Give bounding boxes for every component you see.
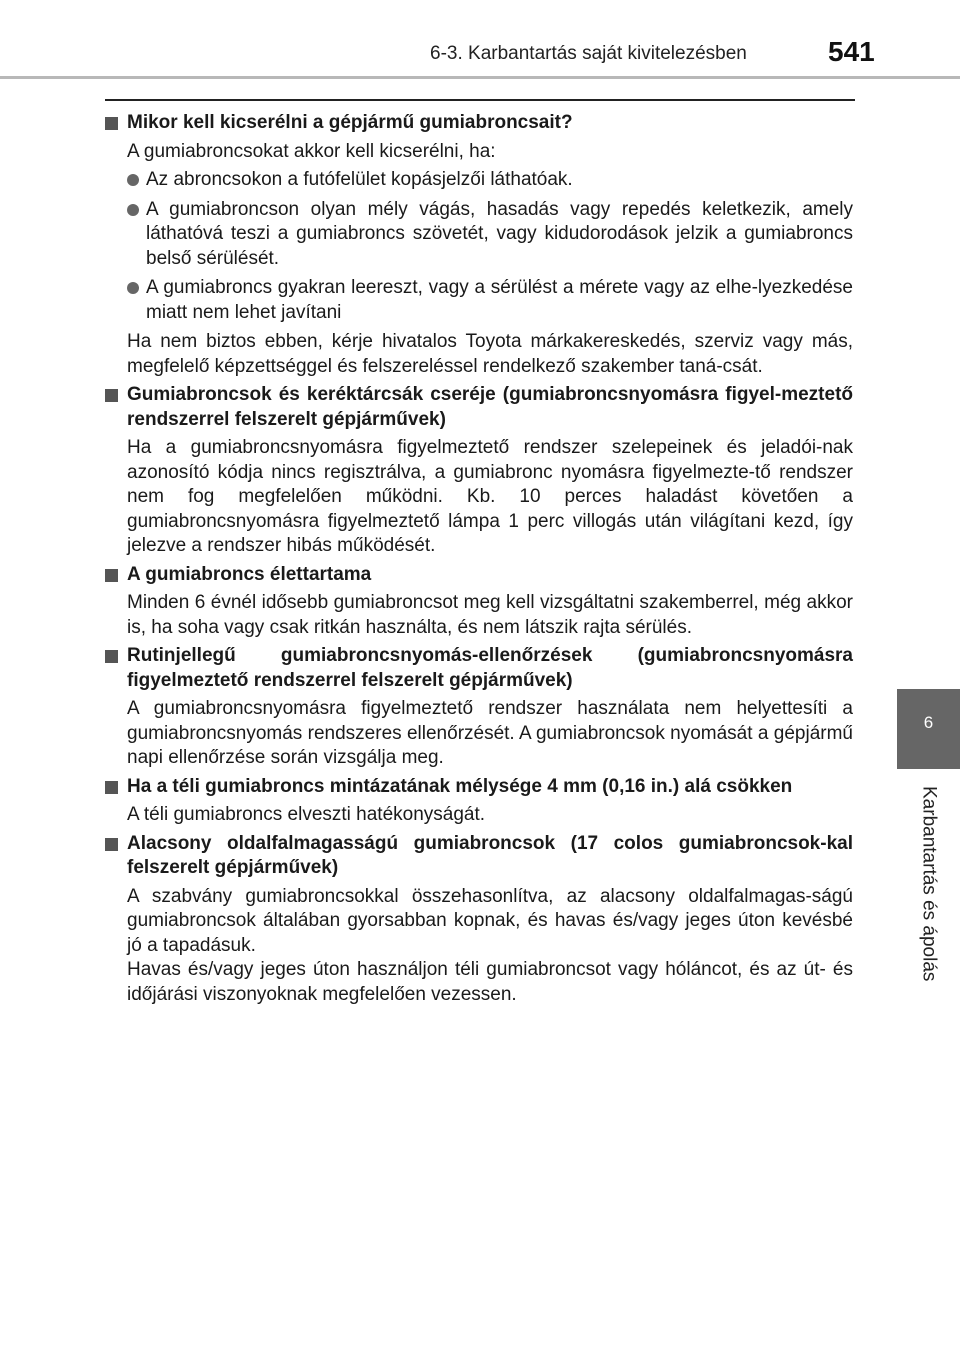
paragraph: A gumiabroncsnyomásra figyelmeztető rendszer használata nem helyettesíti a gumiabroncsnyomás rendszeres ellenőrzését. A gumiabroncsok nyomását a gépjármű napi ellenőrzése során vizsgálja meg. <box>127 698 853 768</box>
section-heading <box>105 644 853 693</box>
square-bullet-icon <box>105 117 118 130</box>
content-top-rule <box>105 99 855 101</box>
list-item <box>105 198 853 272</box>
paragraph: A gumiabroncsokat akkor kell kicserélni, ha: <box>127 140 496 162</box>
circle-bullet-icon <box>127 282 139 294</box>
list-item-text: Az abroncsokon a futófelület kopásjelzői láthatóak. <box>146 169 573 190</box>
section-heading <box>105 111 853 136</box>
square-bullet-icon <box>105 569 118 582</box>
list-item-text: A gumiabroncson olyan mély vágás, hasadás vagy repedés keletkezik, amely láthatóvá teszi a gumiabroncs szövetét, vagy kidudorodások jelzik a gumiabroncs belső sérülését. <box>146 198 853 269</box>
square-bullet-icon <box>105 838 118 851</box>
paragraph: Ha nem biztos ebben, kérje hivatalos Toyota márkakereskedés, szerviz vagy más, megfelelő képzettséggel és felszereléssel rendelkező szakember taná-csát. <box>127 331 853 377</box>
list-item <box>105 276 853 325</box>
section-heading-text: A gumiabroncs élettartama <box>127 563 372 585</box>
square-bullet-icon <box>105 389 118 402</box>
section-heading <box>105 832 853 881</box>
square-bullet-icon <box>105 781 118 794</box>
chapter-title: Karbantartás és ápolás <box>918 786 940 982</box>
section-heading-text: Rutinjellegű gumiabroncsnyomás-ellenőrzések (gumiabroncsnyomásra figyelmeztető rendszerrel felszerelt gépjárművek) <box>127 645 853 691</box>
chapter-tab <box>897 689 960 769</box>
paragraph: A szabvány gumiabroncsokkal összehasonlítva, az alacsony oldalfalmagas-ságú gumiabroncsok általában gyorsabban kopnak, és havas és/vagy jeges úton kevésbé jó a tapadásuk. <box>127 885 853 956</box>
chapter-number: 6 <box>923 713 934 732</box>
paragraph: Ha a gumiabroncsnyomásra figyelmeztető rendszer szelepeinek és jeladói-nak azonosító kódja nincs regisztrálva, a gumiabronc nyomásra figyelmezte-tő rendszer nem fog megfelelően működni. Kb. 10 perces haladást követően a gumiabroncsnyomásra figyelmeztető lámpa 1 perc villogás után világítani kezd, így jelezve a rendszer hibás működését. <box>127 437 853 556</box>
paragraph: A téli gumiabroncs elveszti hatékonyságát. <box>127 804 486 825</box>
section-heading-text: Alacsony oldalfalmagasságú gumiabroncsok (17 colos gumiabroncsok-kal felszerelt gépjárművek) <box>127 832 853 878</box>
circle-bullet-icon <box>127 174 139 186</box>
header-divider <box>0 76 960 79</box>
circle-bullet-icon <box>127 204 139 216</box>
paragraph: Havas és/vagy jeges úton használjon téli gumiabroncsot vagy hóláncot, és az út- és időjárási viszonyoknak megfelelően vezessen. <box>127 959 853 1005</box>
list-item <box>105 168 853 193</box>
section-heading <box>105 563 853 588</box>
section-heading <box>105 383 853 432</box>
list-item-text: A gumiabroncs gyakran leereszt, vagy a sérülést a mérete vagy az elhe-lyezkedése miatt nem lehet javítani <box>146 277 853 323</box>
section-heading-text: Gumiabroncsok és keréktárcsák cseréje (gumiabroncsnyomásra figyel-meztető rendszerrel felszerelt gépjárművek) <box>127 384 853 430</box>
paragraph: Minden 6 évnél idősebb gumiabroncsot meg kell vizsgáltatni szakemberrel, még akkor is, ha soha vagy csak ritkán használta, és nem látszik rajta sérülés. <box>127 592 853 638</box>
page-number: 541 <box>828 36 875 67</box>
header-title: 6-3. Karbantartás saját kivitelezésben <box>430 43 747 64</box>
page-content <box>105 107 853 1011</box>
section-heading-text: Ha a téli gumiabroncs mintázatának mélysége 4 mm (0,16 in.) alá csökken <box>127 775 793 797</box>
square-bullet-icon <box>105 650 118 663</box>
section-heading-text: Mikor kell kicserélni a gépjármű gumiabroncsait? <box>127 112 573 133</box>
section-heading <box>105 775 853 800</box>
